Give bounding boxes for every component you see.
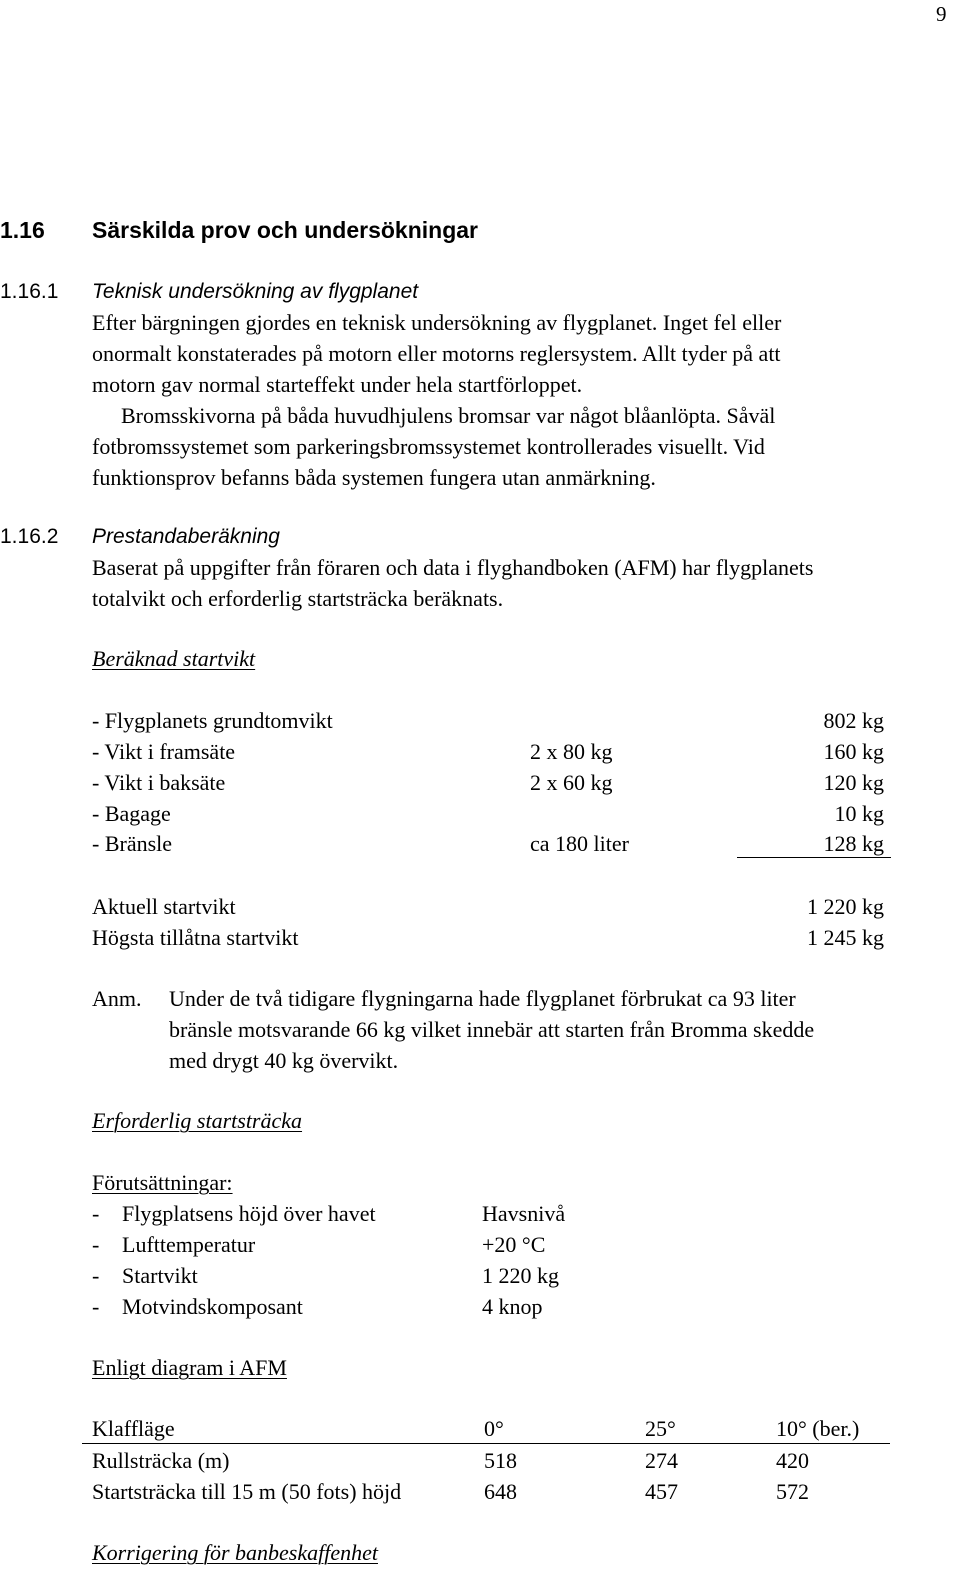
weight-heading: Beräknad startvikt (92, 646, 256, 671)
weight-row-label: - Bränsle (92, 831, 173, 856)
paragraph-line: motorn gav normal starteffekt under hela startförloppet. (92, 372, 583, 397)
weight-total-label: Aktuell startvikt (92, 894, 236, 919)
condition-label: Motvindskomposant (122, 1294, 303, 1319)
weight-total-label: Högsta tillåtna startvikt (92, 925, 299, 950)
condition-dash: - (92, 1263, 100, 1288)
table-header-rule (82, 1443, 890, 1444)
weight-row-value: 120 kg (823, 770, 884, 795)
section-1-16-1-title: Teknisk undersökning av flygplanet (92, 280, 419, 303)
weight-total-value: 1 220 kg (807, 894, 884, 919)
table-header-cell: 25° (645, 1416, 676, 1441)
weight-row-label: - Flygplanets grundtomvikt (92, 708, 333, 733)
paragraph-line: Bromsskivorna på båda huvudhjulens bromsar var något blåanlöpta. Såväl (121, 403, 776, 428)
note-label: Anm. (92, 986, 142, 1011)
section-1-16-2-number: 1.16.2 (0, 525, 59, 548)
afm-heading: Enligt diagram i AFM (92, 1355, 287, 1380)
distance-heading: Erforderlig startsträcka (92, 1108, 303, 1133)
table-cell: 457 (645, 1479, 678, 1504)
weight-row-value: 10 kg (834, 801, 884, 826)
paragraph-line: onormalt konstaterades på motorn eller motorns reglersystem. Allt tyder på att (92, 341, 781, 366)
paragraph-line: fotbromssystemet som parkeringsbromssystemet kontrollerades visuellt. Vid (92, 434, 765, 459)
section-1-16-1-number: 1.16.1 (0, 280, 59, 303)
table-cell: 274 (645, 1448, 678, 1473)
table-cell: 648 (484, 1479, 517, 1504)
section-1-16-number: 1.16 (0, 217, 45, 243)
paragraph-line: Baserat på uppgifter från föraren och data i flyghandboken (AFM) har flygplanets (92, 555, 814, 580)
condition-dash: - (92, 1294, 100, 1319)
weight-row-label: - Vikt i framsäte (92, 739, 236, 764)
table-cell: 420 (776, 1448, 809, 1473)
table-header-cell: 0° (484, 1416, 504, 1441)
weight-row-detail: ca 180 liter (530, 831, 629, 856)
table-header-cell: 10° (ber.) (776, 1416, 860, 1441)
condition-value: +20 °C (482, 1232, 546, 1257)
paragraph-line: totalvikt och erforderlig startsträcka beräknats. (92, 586, 504, 611)
condition-label: Flygplatsens höjd över havet (122, 1201, 376, 1226)
note-line: Under de två tidigare flygningarna hade flygplanet förbrukat ca 93 liter (169, 986, 796, 1011)
weight-row-detail: 2 x 80 kg (530, 739, 613, 764)
weight-row-label: - Bagage (92, 801, 171, 826)
weight-row-detail: 2 x 60 kg (530, 770, 613, 795)
table-header-cell: Klaffläge (92, 1416, 175, 1441)
paragraph-line: Efter bärgningen gjordes en teknisk undersökning av flygplanet. Inget fel eller (92, 310, 782, 335)
weight-total-value: 1 245 kg (807, 925, 884, 950)
weight-row-value: 802 kg (823, 708, 884, 733)
condition-label: Lufttemperatur (122, 1232, 256, 1257)
table-cell: 572 (776, 1479, 809, 1504)
sum-line (737, 857, 891, 858)
table-cell: 518 (484, 1448, 517, 1473)
condition-dash: - (92, 1232, 100, 1257)
conditions-heading: Förutsättningar: (92, 1170, 233, 1195)
condition-value: 4 knop (482, 1294, 543, 1319)
correction-heading: Korrigering för banbeskaffenhet (92, 1540, 378, 1565)
weight-row-value: 160 kg (823, 739, 884, 764)
paragraph-line: funktionsprov befanns båda systemen fungera utan anmärkning. (92, 465, 656, 490)
page-number: 9 (936, 2, 947, 26)
condition-dash: - (92, 1201, 100, 1226)
table-cell: Startsträcka till 15 m (50 fots) höjd (92, 1479, 402, 1504)
condition-value: Havsnivå (482, 1201, 566, 1226)
weight-row-label: - Vikt i baksäte (92, 770, 226, 795)
condition-value: 1 220 kg (482, 1263, 559, 1288)
section-1-16-title: Särskilda prov och undersökningar (92, 217, 478, 243)
table-cell: Rullsträcka (m) (92, 1448, 230, 1473)
condition-label: Startvikt (122, 1263, 198, 1288)
note-line: med drygt 40 kg övervikt. (169, 1048, 399, 1073)
section-1-16-2-title: Prestandaberäkning (92, 525, 280, 548)
note-line: bränsle motsvarande 66 kg vilket innebär att starten från Bromma skedde (169, 1017, 815, 1042)
weight-row-value: 128 kg (823, 831, 884, 856)
